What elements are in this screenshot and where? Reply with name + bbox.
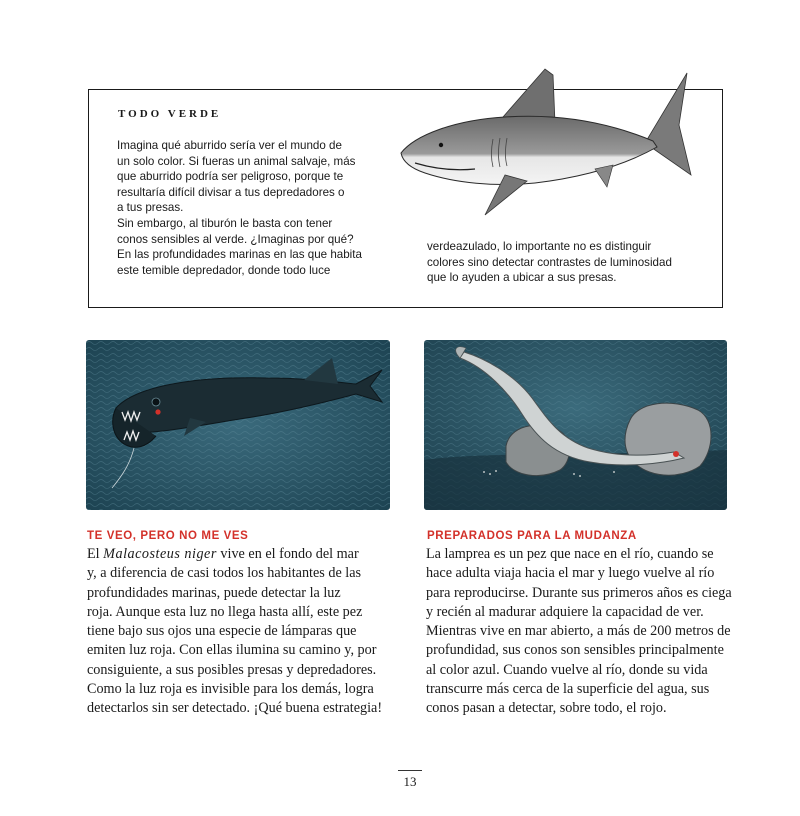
- body-line: roja. Aunque esta luz no llega hasta allí, este pez: [87, 603, 363, 620]
- body-line: tiene bajo sus ojos una especie de lámparas que: [87, 623, 357, 640]
- box-text-line: a tus presas.: [117, 201, 184, 215]
- box-text-line: verdeazulado, lo importante no es distinguir: [427, 240, 652, 253]
- body-line: y recién al madurar adquiere la capacidad de ver.: [426, 603, 704, 620]
- box-text-line: Imagina qué aburrido sería ver el mundo de: [117, 139, 342, 152]
- body-line: al color azul. Cuando vuelve al río, donde su vida: [426, 661, 708, 678]
- left-body-text: [87, 545, 397, 719]
- species-name: Malacosteus niger: [103, 546, 217, 562]
- body-line: Como la luz roja es invisible para los demás, logra: [87, 681, 374, 698]
- body-line: La lamprea es un pez que nace en el río, cuando se: [426, 546, 714, 562]
- box-text-line: En las profundidades marinas en las que habita: [117, 248, 362, 262]
- body-line: para reproducirse. Durante sus primeros años es ciega: [426, 584, 732, 601]
- box-text-line: que aburrido podría ser peligroso, porque te: [117, 170, 344, 184]
- body-line: consiguiente, a sus posibles presas y depredadores.: [87, 661, 377, 678]
- box-text-line: que lo ayuden a ubicar a sus presas.: [427, 271, 617, 285]
- body-line: hace adulta viaja hacia el mar y luego vuelve al río: [426, 565, 715, 582]
- section-heading-te-veo: TE VEO, PERO NO ME VES: [87, 530, 249, 542]
- box-text-line: resultaría difícil divisar a tus depredadores o: [117, 185, 345, 199]
- section-heading-mudanza: PREPARADOS PARA LA MUDANZA: [427, 530, 637, 542]
- body-line: Mientras vive en mar abierto, a más de 200 metros de: [426, 623, 731, 640]
- body-line: profundidad, sus conos son sensibles principalmente: [426, 642, 724, 659]
- page-number: 13: [403, 774, 417, 789]
- shark-illustration: [395, 65, 695, 217]
- body-line: conos pasan a detectar, sobre todo, el rojo.: [426, 700, 667, 717]
- body-line: y, a diferencia de casi todos los habitantes de las: [87, 565, 362, 582]
- body-line: transcurre más cerca de la superficie del agua, sus: [426, 681, 710, 698]
- malacosteus-fish-illustration: [86, 340, 390, 510]
- body-line: detectarlos sin ser detectado. ¡Qué buena estrategia!: [87, 700, 383, 717]
- box-title: TODO VERDE: [118, 108, 222, 120]
- box-text-line: un solo color. Si fueras un animal salvaje, más: [117, 154, 356, 168]
- page-number-rule: [398, 770, 422, 771]
- lamprey-illustration: [424, 340, 727, 510]
- right-body-text: [426, 545, 736, 719]
- box-text-line: Sin embargo, al tiburón le basta con tener: [117, 216, 333, 230]
- box-text-line: este temible depredador, donde todo luce: [117, 263, 331, 277]
- box-text-line: conos sensibles al verde. ¿Imaginas por qué?: [117, 232, 354, 246]
- body-line: profundidades marinas, puede detectar la luz: [87, 584, 341, 601]
- body-line: emiten luz roja. Con ellas ilumina su camino y, por: [87, 642, 377, 659]
- box-text-column-1: [117, 138, 387, 278]
- box-text-line: colores sino detectar contrastes de luminosidad: [427, 255, 672, 269]
- body-line: El Malacosteus niger vive en el fondo del mar: [87, 546, 359, 562]
- box-text-column-2: [427, 239, 712, 286]
